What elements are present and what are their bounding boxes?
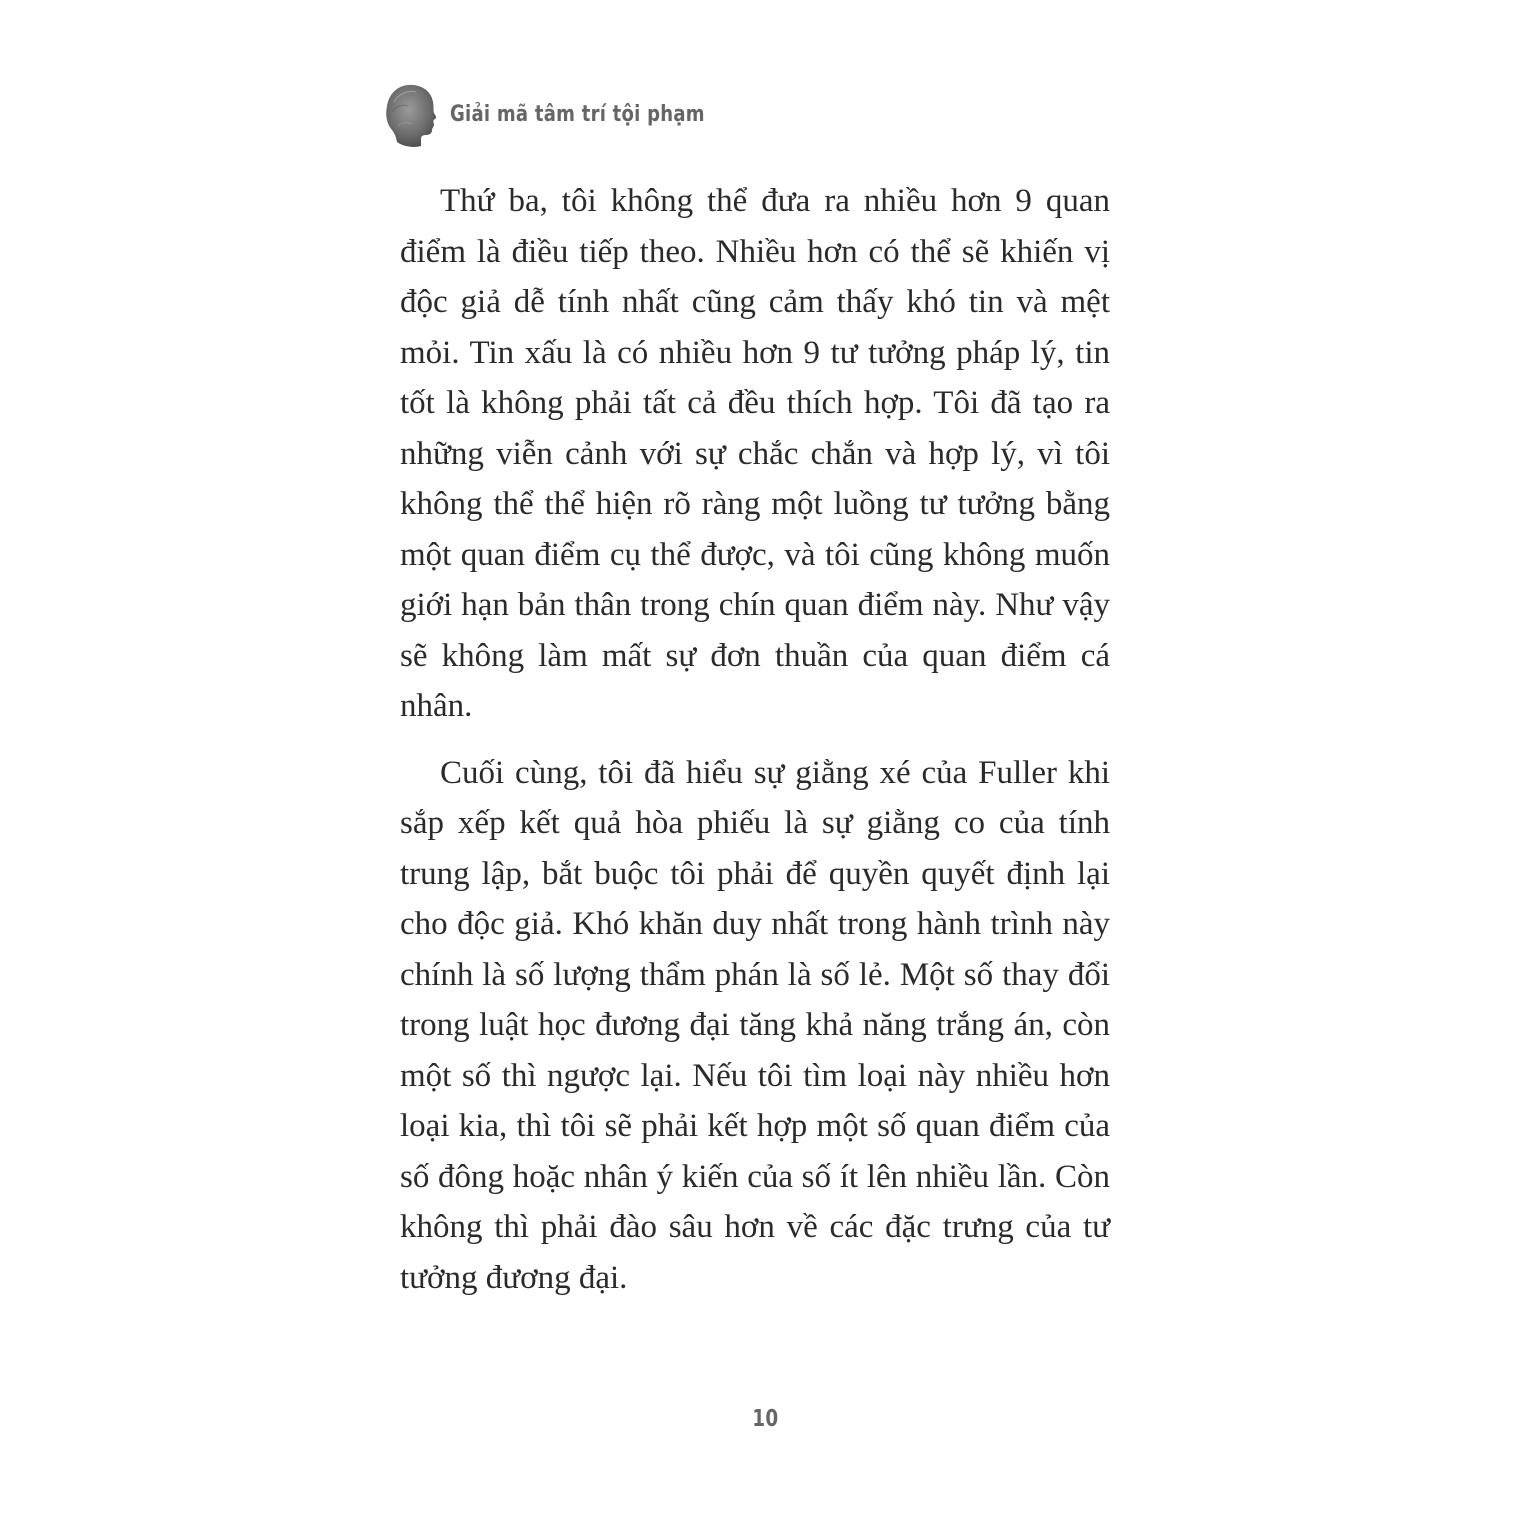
- paragraph: Cuối cùng, tôi đã hiểu sự giằng xé của Fuller khi sắp xếp kết quả hòa phiếu là sự giằng co của tính trung lập, bắt buộc tôi phải để quyền quyết định lại cho độc giả. Khó khăn duy nhất trong hành trình này chính là số lượng thẩm phán là số lẻ. Một số thay đổi trong luật học đương đại tăng khả năng trắng án, còn một số thì ngược lại. Nếu tôi tìm loại này nhiều hơn loại kia, thì tôi sẽ phải kết hợp một số quan điểm của số đông hoặc nhân ý kiến của số ít lên nhiều lần. Còn không thì phải đào sâu hơn về các đặc trưng của tư tưởng đương đại.: [400, 754, 1110, 1296]
- body-text: [400, 176, 1110, 1303]
- running-head: [384, 80, 761, 150]
- paragraph: Thứ ba, tôi không thể đưa ra nhiều hơn 9 quan điểm là điều tiếp theo. Nhiều hơn có thể sẽ khiến vị độc giả dễ tính nhất cũng cảm thấy khó tin và mệt mỏi. Tin xấu là có nhiều hơn 9 tư tưởng pháp lý, tin tốt là không phải tất cả đều thích hợp. Tôi đã tạo ra những viễn cảnh với sự chắc chắn và hợp lý, vì tôi không thể thể hiện rõ ràng một luồng tư tưởng bằng một quan điểm cụ thể được, và tôi cũng không muốn giới hạn bản thân trong chín quan điểm này. Như vậy sẽ không làm mất sự đơn thuần của quan điểm cá nhân.: [400, 183, 1110, 724]
- running-head-title: Giải mã tâm trí tội phạm: [450, 101, 705, 127]
- head-silhouette-icon: [384, 82, 440, 148]
- page-number: 10: [752, 1406, 779, 1432]
